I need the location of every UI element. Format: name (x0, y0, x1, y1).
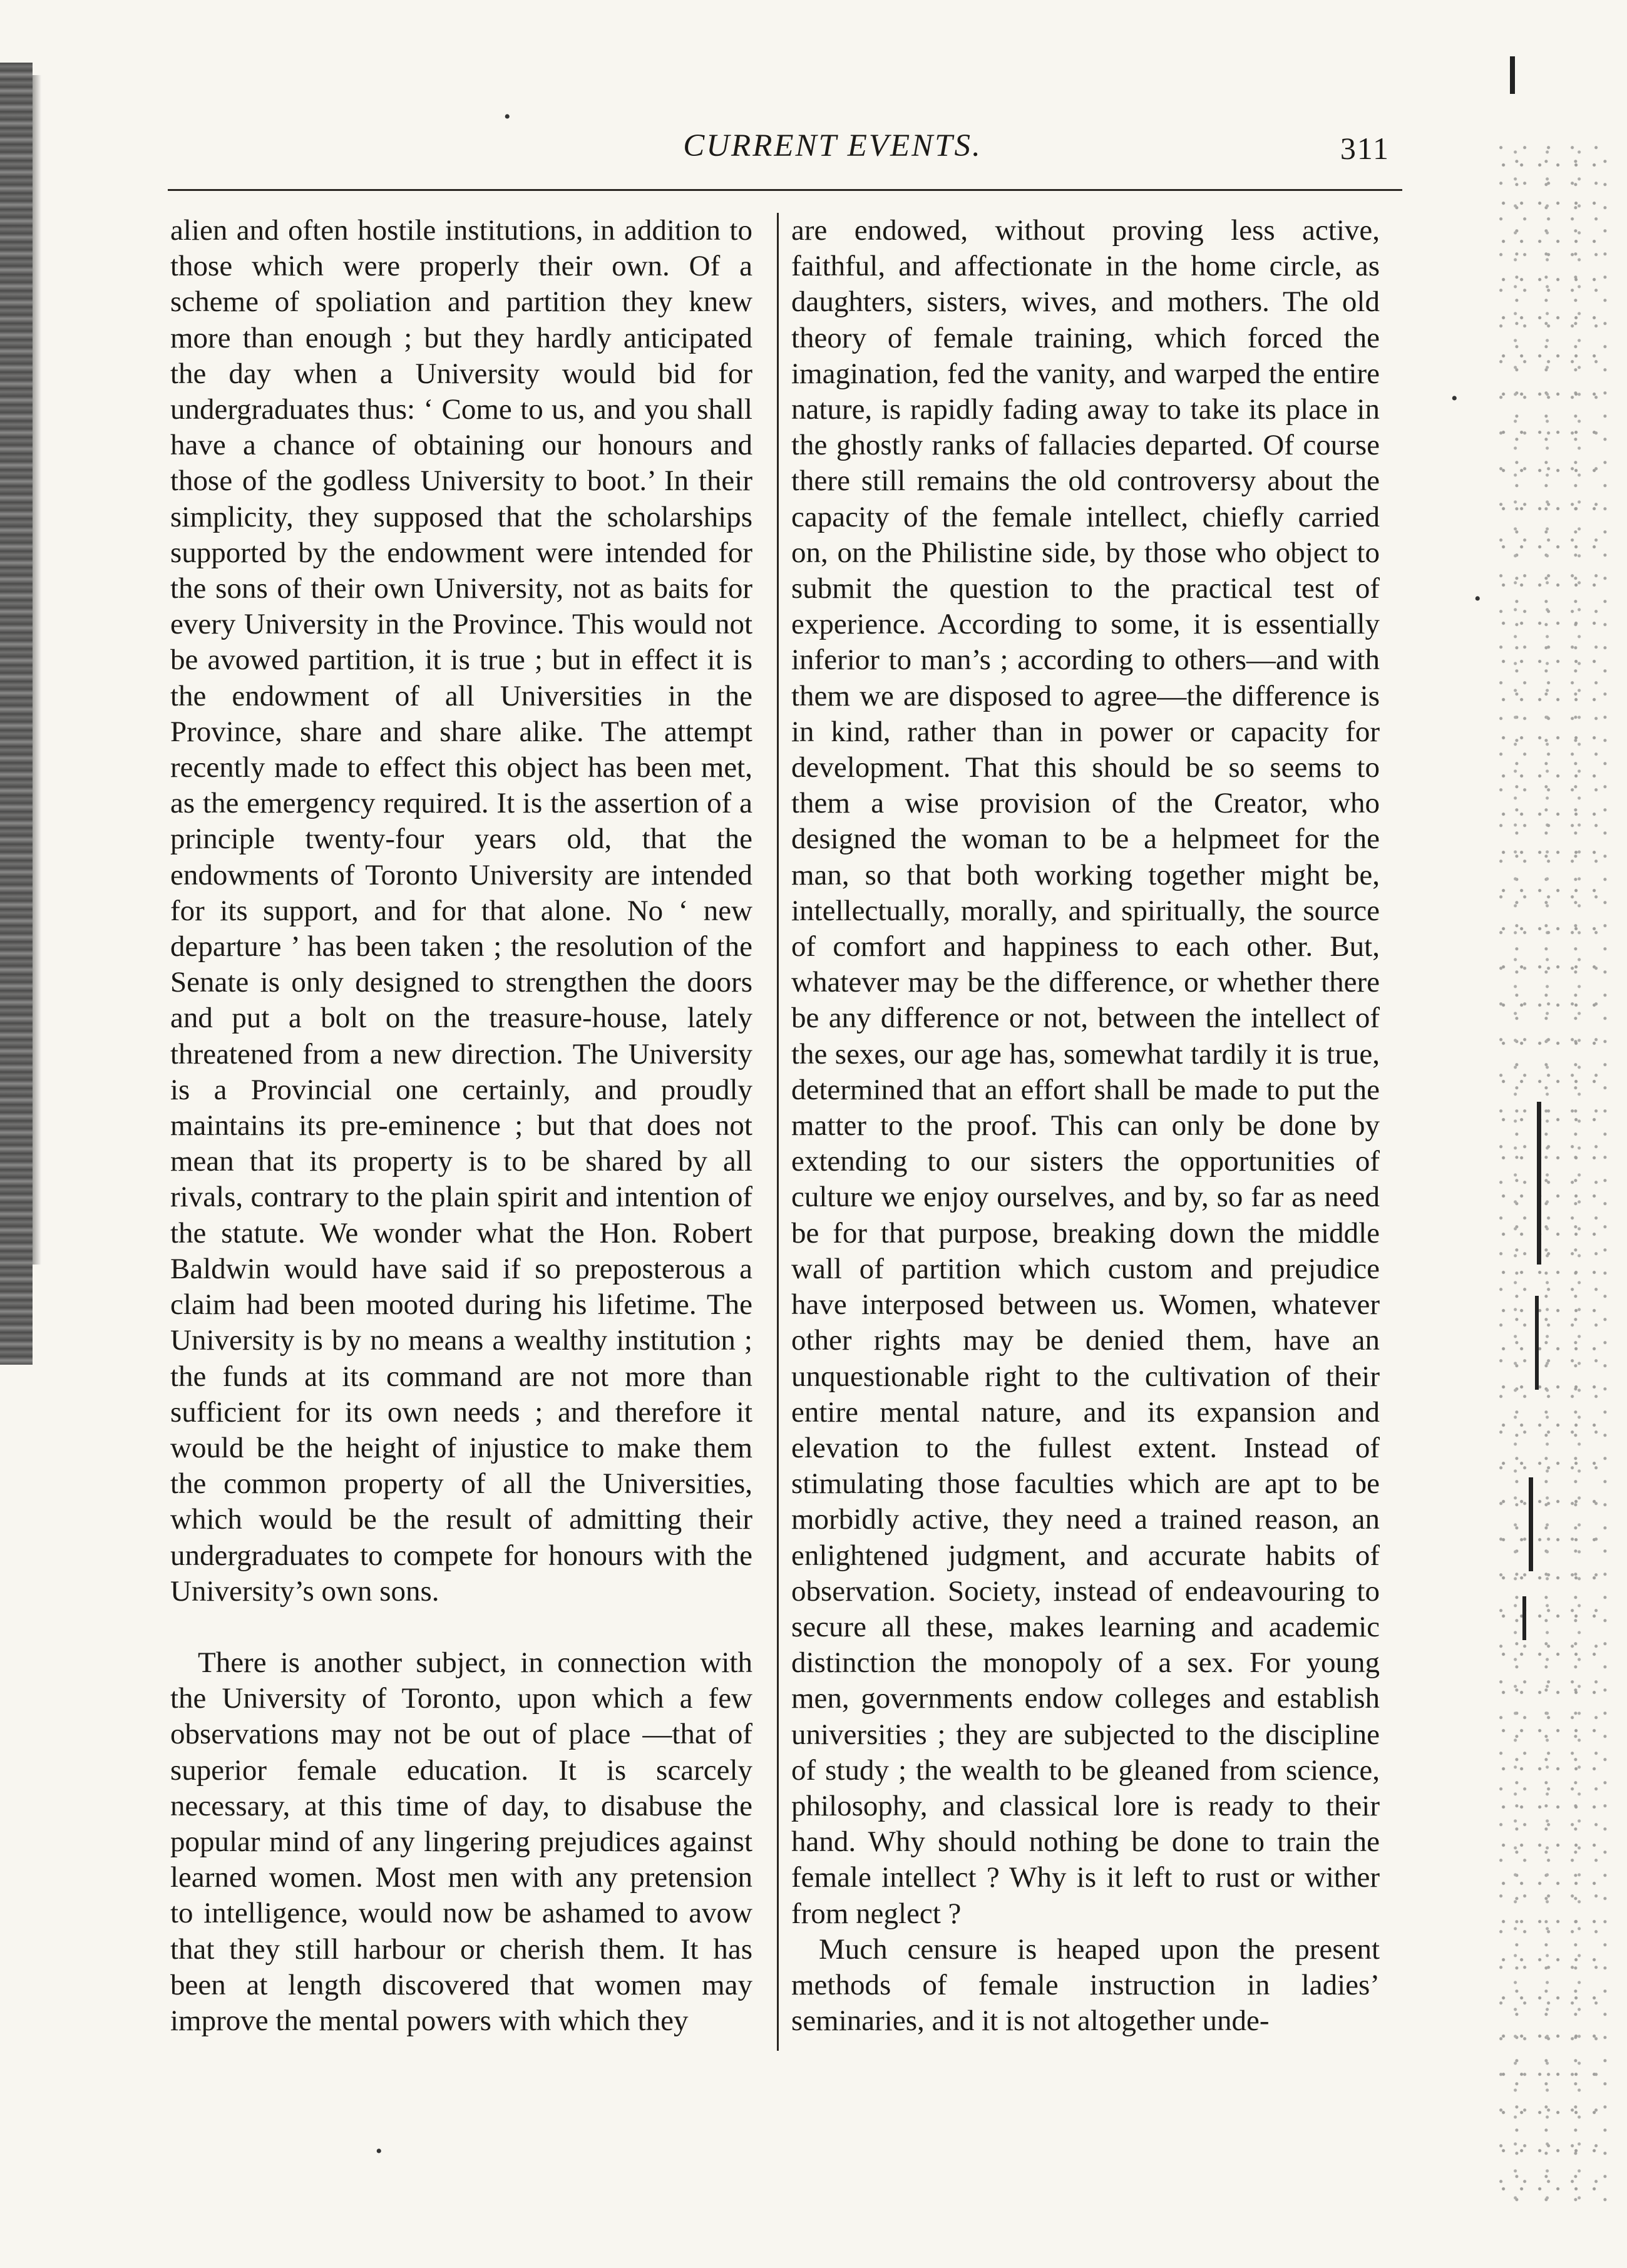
binding-shadow-gradient (33, 75, 41, 1265)
running-head: CURRENT EVENTS. (683, 128, 982, 163)
stray-dot: • (504, 106, 511, 127)
binding-shadow (0, 63, 33, 1365)
scan-edge-mark (1537, 1102, 1541, 1265)
scan-edge-mark (1510, 56, 1515, 94)
scan-edge-mark (1522, 1596, 1526, 1640)
scan-edge-mark (1529, 1477, 1533, 1571)
stray-dot: • (1451, 388, 1458, 409)
page-header (169, 124, 1402, 174)
page-number: 311 (1340, 131, 1390, 166)
stray-dot: • (376, 2141, 382, 2162)
scan-edge-mark (1535, 1296, 1539, 1390)
column-divider (777, 213, 779, 2051)
scan-edge-noise (1496, 144, 1609, 2210)
stray-dot: • (1474, 588, 1481, 609)
paragraph: alien and often hostile institutions, in addition to those which were properly their own. Of a scheme of spoliation and partition they knew more than enough ; but they hardly anticipated the day when a University would bid for undergraduates thus: ‘ Come to us, and you shall have a chance of obtaining our honours and those of the godless University to boot.’ In their simplicity, they supposed that the scholarships supported by the endowment were intended for the sons of their own University, not as baits for every University in the Province. This would not be avowed partition, it is true ; but in effect it is the endowment of all Universities in the Province, share and share alike. The attempt recently made to effect this object has been met, as the emergency required. It is the assertion of a principle twenty-four years old, that the endowments of Toronto University are intended for its support, and for that alone. No ‘ new departure ’ has been taken ; the resolution of the Senate is only designed to strengthen the doors and put a bolt on the treasure-house, lately threatened from a new direction. The University is a Provincial one certainly, and proudly maintains its pre-eminence ; but that does not mean that its property is to be shared by all rivals, contrary to the plain spirit and intention of the statute. We wonder what the Hon. Robert Baldwin would have said if so preposterous a claim had been mooted during his lifetime. The University is by no means a wealthy institution ; the funds at its command are not more than sufficient for its own needs ; and therefore it would be the height of injustice to make them the common property of all the Universities, which would be the result of admitting their undergraduates to compete for honours with the University’s own sons. (170, 214, 752, 1608)
right-column (791, 213, 1380, 2039)
paragraph: Much censure is heaped upon the present methods of female instruction in ladies’ seminaries, and it is not altogether unde- (791, 1932, 1380, 2038)
paragraph: There is another subject, in connection with the University of Toronto, upon which a few observations may not be out of place —that of superior female education. It is scarcely necessary, at this time of day, to disabuse the popular mind of any lingering prejudices against learned women. Most men with any pretension to intelligence, would now be ashamed to avow that they still harbour or cherish them. It has been at length discovered that women may improve the mental powers with which they (170, 1646, 752, 2037)
left-column (170, 213, 752, 2039)
paragraph: are endowed, without proving less active, faithful, and affectionate in the home circle, as daughters, sisters, wives, and mothers. The old theory of female training, which forced the imagination, fed the vanity, and warped the entire nature, is rapidly fading away to take its place in the ghostly ranks of fallacies departed. Of course there still remains the old controversy about the capacity of the female intellect, chiefly carried on, on the Philistine side, by those who object to submit the question to the practical test of experience. According to some, it is essentially inferior to man’s ; according to others—and with them we are disposed to agree—the difference is in kind, rather than in power or capacity for development. That this should be so seems to them a wise provision of the Creator, who designed the woman to be a helpmeet for the man, so that both working together might be, intellectually, morally, and spiritually, the source of comfort and happiness to each other. But, whatever may be the difference, or whether there be any difference or not, between the intellect of the sexes, our age has, somewhat tardily it is true, determined that an effort shall be made to put the matter to the proof. This can only be done by extending to our sisters the opportunities of culture we enjoy ourselves, and by, so far as need be for that purpose, breaking down the middle wall of partition which custom and prejudice have interposed between us. Women, whatever other rights may be denied them, have an unquestionable right to the cultivation of their entire mental nature, and its expansion and elevation to the fullest extent. Instead of stimulating those faculties which are apt to be morbidly active, they need a trained reason, an enlightened judgment, and accurate habits of observation. Society, instead of endeavouring to secure all these, makes learning and academic distinction the monopoly of a sex. For young men, governments endow colleges and establish universities ; they are subjected to the discipline of study ; the wealth to be gleaned from science, philosophy, and classical lore is ready to their hand. Why should nothing be done to train the female intellect ? Why is it left to rust or wither from neglect ? (791, 214, 1380, 1930)
header-rule (168, 189, 1402, 191)
